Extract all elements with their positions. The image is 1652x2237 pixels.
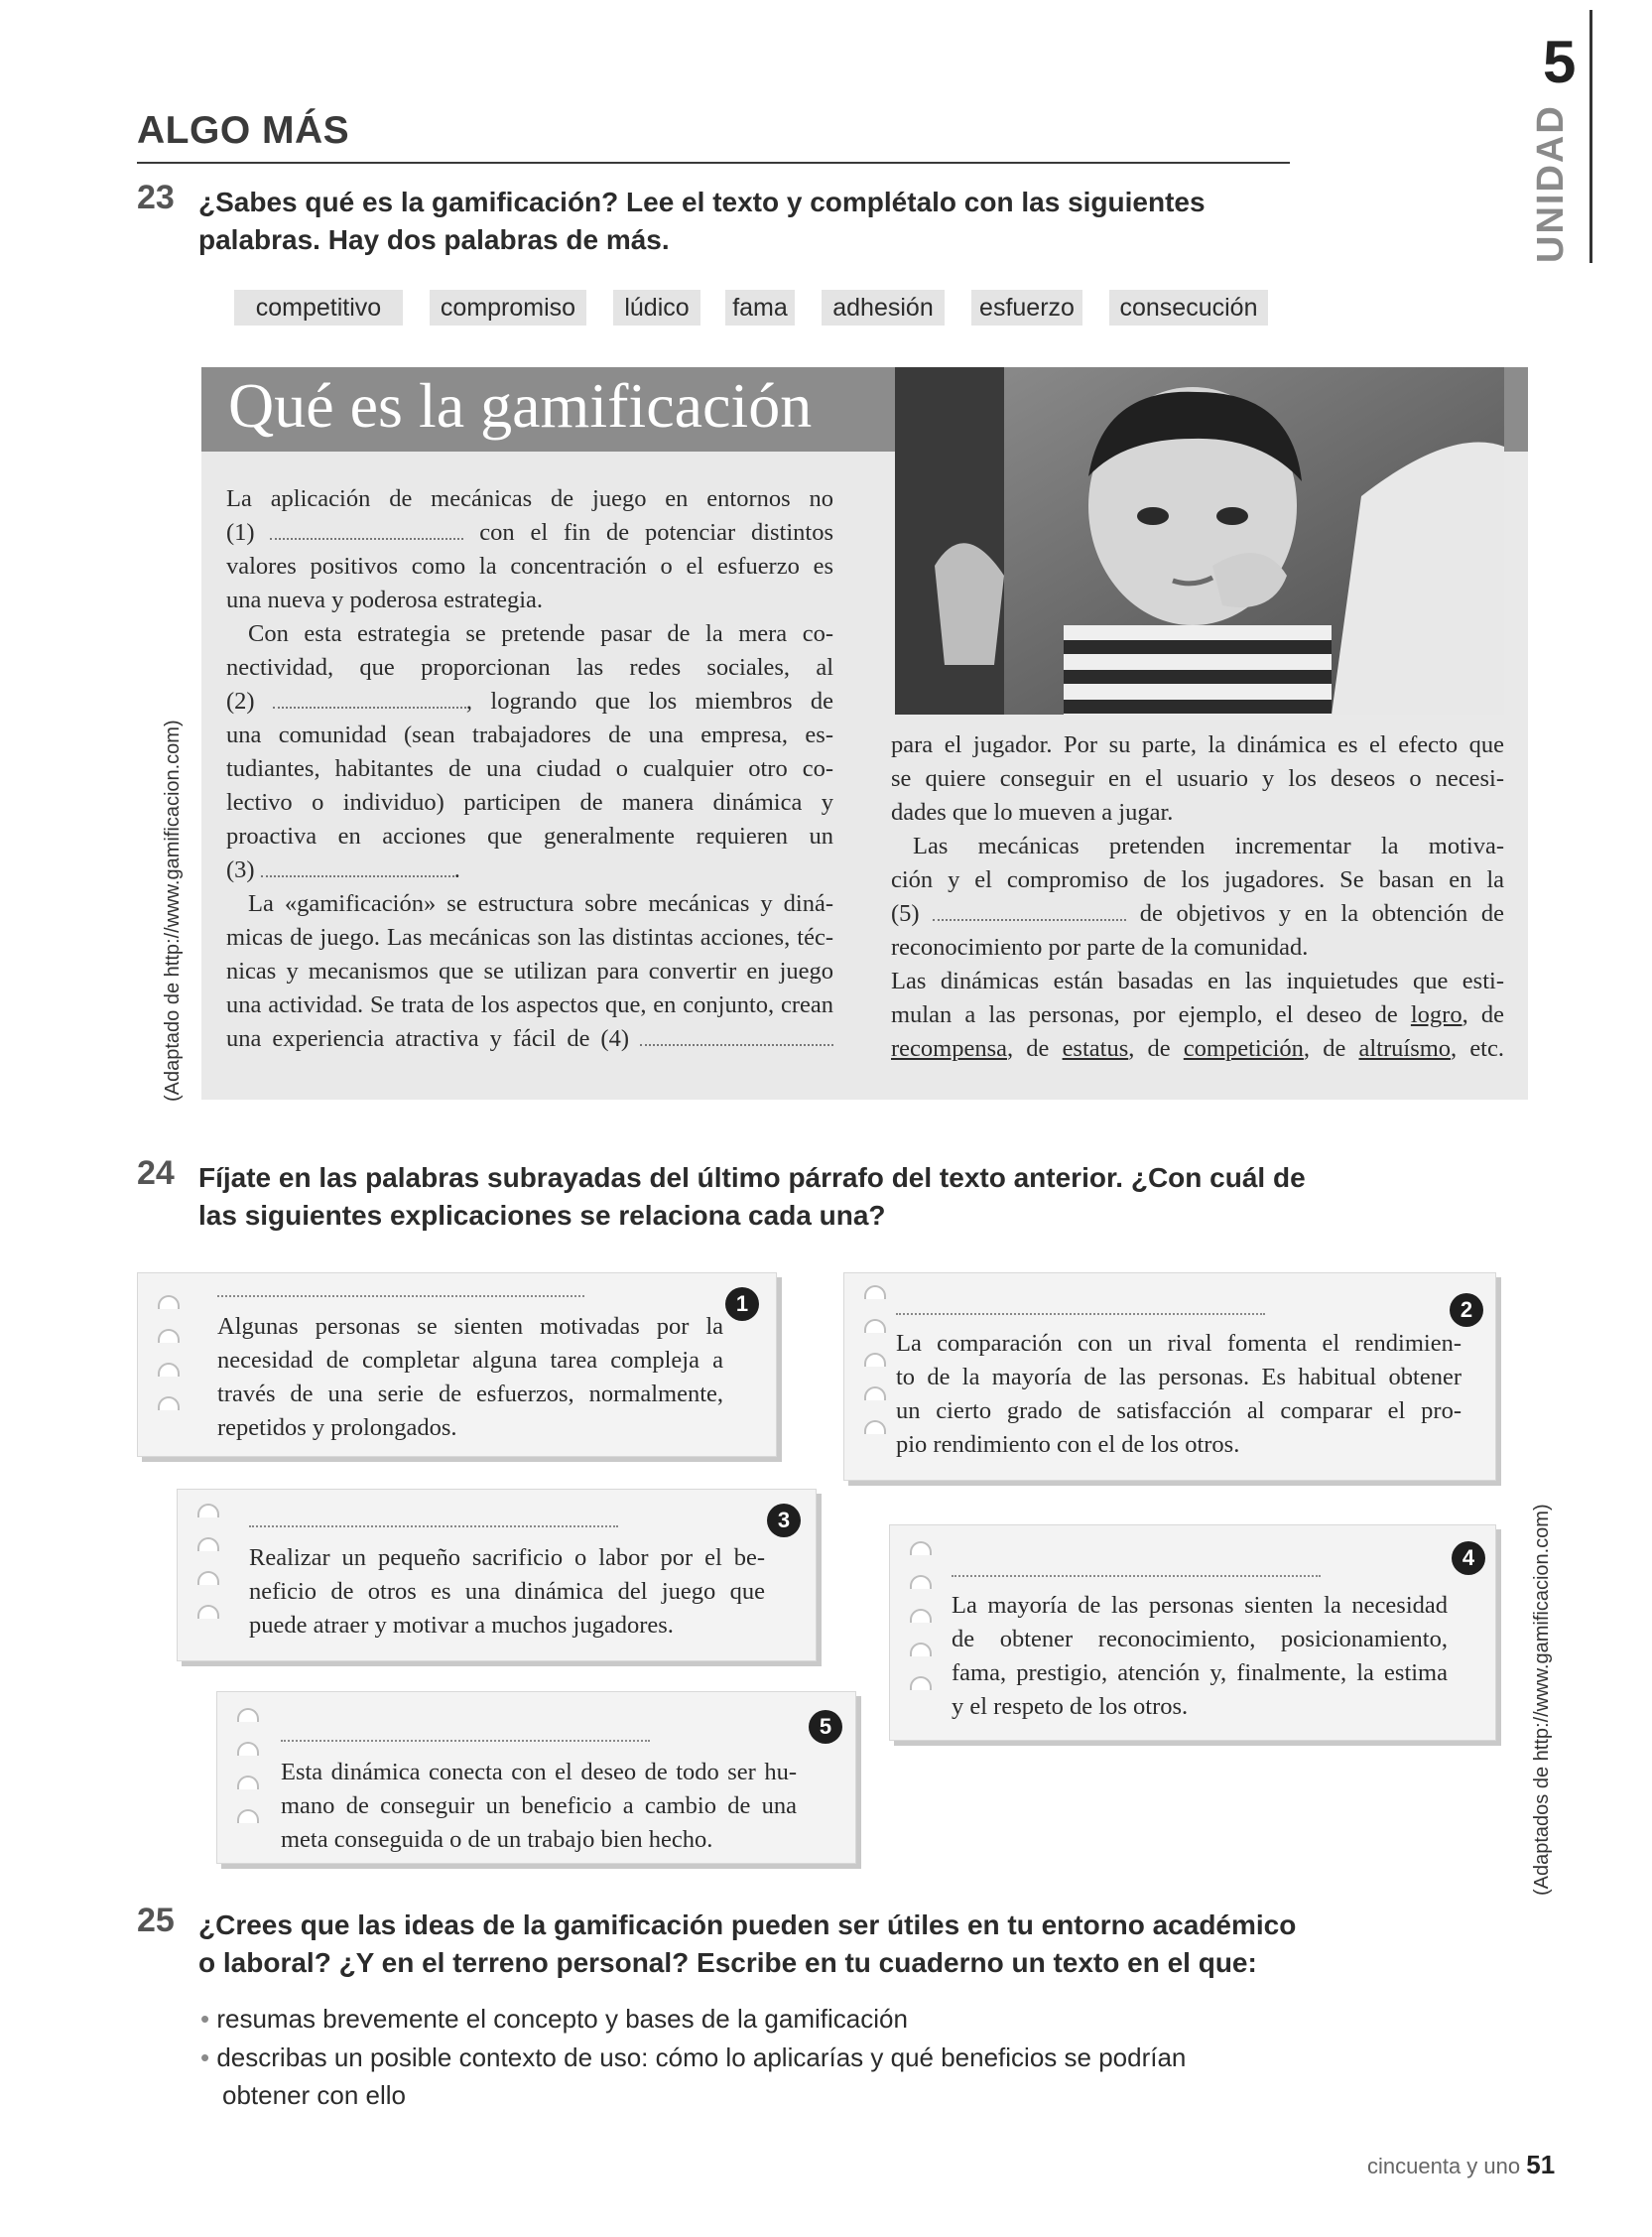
answer-line-3[interactable] (249, 1525, 618, 1527)
card-line: Esta dinámica conecta con el deseo de todo ser hu- (281, 1759, 797, 1785)
card-line: Realizar un pequeño sacrificio o labor por el be- (249, 1544, 765, 1571)
card-number-badge: 2 (1450, 1293, 1483, 1327)
ring-icon (910, 1676, 932, 1690)
bullet-item-2 (200, 2039, 1186, 2076)
card-line: meta conseguida o de un trabajo bien hecho. (281, 1826, 713, 1853)
ring-icon (237, 1708, 259, 1722)
ring-icon (197, 1537, 219, 1551)
card-line: pio rendimiento con el de los otros. (896, 1431, 1240, 1458)
article-title: Qué es la gamificación (228, 370, 813, 441)
card-line: neficio de otros es una dinámica del juego que (249, 1578, 765, 1605)
card-text (952, 1589, 1448, 1724)
page-footer (1367, 2150, 1555, 2180)
article-line: tudiantes, habitantes de una ciudad o cualquier otro co- (226, 755, 833, 782)
card-line: Algunas personas se sienten motivadas por la (217, 1313, 723, 1340)
article-line: dades que lo mueven a jugar. (891, 799, 1174, 826)
blank-2[interactable] (273, 691, 466, 709)
card-text (217, 1310, 723, 1445)
exercise-23-prompt-line-2: palabras. Hay dos palabras de más. (198, 224, 670, 255)
ring-icon (158, 1396, 180, 1410)
article-line: La aplicación de mecánicas de juego en entornos no (226, 485, 833, 512)
unit-label: UNIDAD (1530, 104, 1572, 263)
exercise-23-number: 23 (137, 179, 175, 216)
card-line: y el respeto de los otros. (952, 1693, 1189, 1720)
ring-icon (158, 1363, 180, 1377)
card-line: La mayoría de las personas sienten la necesidad (952, 1592, 1448, 1619)
unit-number: 5 (1543, 29, 1577, 95)
answer-line-1[interactable] (217, 1295, 584, 1297)
ring-icon (864, 1386, 886, 1400)
ring-icon (910, 1609, 932, 1623)
ring-icon (237, 1809, 259, 1823)
boy-at-computer-image (895, 367, 1504, 715)
article-line: Las dinámicas están basadas en las inquietudes que esti- (891, 968, 1504, 994)
word-bank (0, 290, 1652, 326)
section-rule (137, 162, 1290, 164)
ring-icon (158, 1295, 180, 1309)
exercise-24-number: 24 (137, 1154, 175, 1192)
word-chip: adhesión (822, 290, 945, 326)
article-line: una comunidad (sean trabajadores de una empresa, es- (226, 722, 833, 748)
ring-icon (197, 1605, 219, 1619)
cards-source-credit: (Adaptados de http://www.gamificacion.com) (1531, 1504, 1553, 1896)
explanation-card-5 (216, 1691, 856, 1864)
bullet-icon: • (200, 2042, 210, 2072)
ring-icon (864, 1353, 886, 1367)
article-line: Las mecánicas pretenden incrementar la motiva- (913, 833, 1504, 859)
blank-3[interactable] (261, 859, 454, 877)
article-line: una nueva y poderosa estrategia. (226, 587, 544, 613)
card-line: La comparación con un rival fomenta el rendimien- (896, 1330, 1461, 1357)
article-line: valores positivos como la concentración o el esfuerzo es (226, 553, 833, 580)
card-text (281, 1756, 797, 1857)
card-text (249, 1541, 765, 1643)
answer-line-5[interactable] (281, 1740, 650, 1742)
article-line: (2) , logrando que los miembros de (226, 688, 833, 715)
card-line: de obtener reconocimiento, posicionamiento, (952, 1626, 1448, 1652)
word-chip: consecución (1109, 290, 1268, 326)
bullet-text: resumas brevemente el concepto y bases de la gamificación (216, 2004, 908, 2034)
page-number-words: cincuenta y uno (1367, 2154, 1521, 2178)
article-line: nectividad, que proporcionan las redes sociales, al (226, 654, 833, 681)
word-chip: competitivo (234, 290, 403, 326)
article-left-column (226, 482, 833, 1056)
blank-1[interactable] (270, 522, 463, 540)
ring-icon (910, 1541, 932, 1555)
bullet-item-2-continuation: obtener con ello (222, 2080, 407, 2110)
ring-icon (910, 1643, 932, 1656)
underlined-word: altruísmo (1358, 1035, 1452, 1062)
exercise-23-prompt-line-1: ¿Sabes qué es la gamificación? Lee el texto y complétalo con las siguientes (198, 187, 1206, 217)
article-right-column (891, 728, 1504, 1066)
card-line: mano de conseguir un beneficio a cambio de una (281, 1792, 797, 1819)
card-number-badge: 5 (809, 1710, 842, 1744)
card-line: to de la mayoría de las personas. Es habitual obtener (896, 1364, 1461, 1390)
explanation-card-1 (137, 1272, 777, 1457)
word-chip: esfuerzo (971, 290, 1082, 326)
card-line: un cierto grado de satisfacción al comparar el pro- (896, 1397, 1461, 1424)
card-line: repetidos y prolongados. (217, 1414, 457, 1441)
ring-icon (158, 1329, 180, 1343)
card-number-badge: 1 (725, 1287, 759, 1321)
answer-line-4[interactable] (952, 1575, 1321, 1577)
blank-4[interactable] (640, 1028, 833, 1046)
article-line: (3) . (226, 856, 460, 883)
article-photo (895, 367, 1504, 715)
ring-icon (864, 1319, 886, 1333)
article-source-credit: (Adaptado de http://www.gamificacion.com) (162, 720, 184, 1102)
exercise-25-prompt-line-1: ¿Crees que las ideas de la gamificación pueden ser útiles en tu entorno académico (198, 1909, 1297, 1940)
bullet-text: describas un posible contexto de uso: cómo lo aplicarías y qué beneficios se podrían (216, 2042, 1187, 2072)
ring-icon (864, 1285, 886, 1299)
underlined-word: recompensa (891, 1035, 1007, 1062)
explanation-card-3 (177, 1489, 817, 1661)
article-line: reconocimiento por parte de la comunidad. (891, 934, 1309, 961)
card-line: puede atraer y motivar a muchos jugadores. (249, 1612, 674, 1639)
section-title: ALGO MÁS (137, 109, 350, 152)
word-chip: fama (725, 290, 795, 326)
ring-icon (237, 1742, 259, 1756)
article-line: se quiere conseguir en el usuario y los deseos o necesi- (891, 765, 1504, 792)
article-line: una experiencia atractiva y fácil de (4) (226, 1022, 833, 1056)
explanation-card-2 (843, 1272, 1496, 1481)
article-line: micas de juego. Las mecánicas son las distintas acciones, téc- (226, 924, 833, 951)
ring-icon (910, 1575, 932, 1589)
article-line: para el jugador. Por su parte, la dinámica es el efecto que (891, 731, 1504, 758)
article-line: ción y el compromiso de los jugadores. Se basan en la (891, 866, 1504, 893)
card-line: través de una serie de esfuerzos, normalmente, (217, 1381, 723, 1407)
underlined-word: estatus (1062, 1035, 1129, 1062)
blank-5[interactable] (933, 903, 1126, 921)
article-line: mulan a las personas, por ejemplo, el deseo de logro, de (891, 1001, 1504, 1028)
card-text (896, 1327, 1461, 1462)
underlined-word: competición (1183, 1035, 1304, 1062)
article-line: La «gamificación» se estructura sobre mecánicas y diná- (248, 890, 833, 917)
explanation-card-4 (889, 1524, 1496, 1741)
article-line: (5) de objetivos y en la obtención de (891, 900, 1504, 927)
card-line: necesidad de completar alguna tarea compleja a (217, 1347, 723, 1374)
exercise-24-prompt-line-2: las siguientes explicaciones se relaciona cada una? (198, 1200, 886, 1231)
answer-line-2[interactable] (896, 1313, 1265, 1315)
word-chip: lúdico (613, 290, 700, 326)
ring-icon (197, 1571, 219, 1585)
exercise-25-prompt-line-2: o laboral? ¿Y en el terreno personal? Escribe en tu cuaderno un texto en el que: (198, 1947, 1257, 1978)
page-number: 51 (1526, 2150, 1556, 2179)
article-line: Con esta estrategia se pretende pasar de la mera co- (248, 620, 833, 647)
card-number-badge: 4 (1452, 1541, 1485, 1575)
ring-icon (197, 1504, 219, 1517)
article-line: una actividad. Se trata de los aspectos que, en conjunto, crean (226, 991, 833, 1018)
exercise-24-prompt-line-1: Fíjate en las palabras subrayadas del último párrafo del texto anterior. ¿Con cuál de (198, 1162, 1306, 1193)
ring-icon (237, 1776, 259, 1789)
article-line: recompensa, de estatus, de competición, de altruísmo, etc. (891, 1035, 1504, 1062)
underlined-word: logro (1410, 1001, 1462, 1028)
article-line: (1) con el fin de potenciar distintos (226, 519, 833, 546)
bullet-icon: • (200, 2004, 210, 2034)
article-line: lectivo o individuo) participen de manera dinámica y (226, 789, 833, 816)
article-line: proactiva en acciones que generalmente requieren un (226, 823, 833, 850)
card-number-badge: 3 (767, 1504, 801, 1537)
article-line: nicas y mecanismos que se utilizan para convertir en juego (226, 958, 833, 985)
word-chip: compromiso (430, 290, 586, 326)
exercise-25-number: 25 (137, 1902, 175, 1939)
ring-icon (864, 1420, 886, 1434)
card-line: fama, prestigio, atención y, finalmente, la estima (952, 1659, 1448, 1686)
bullet-item-1 (200, 2000, 908, 2038)
